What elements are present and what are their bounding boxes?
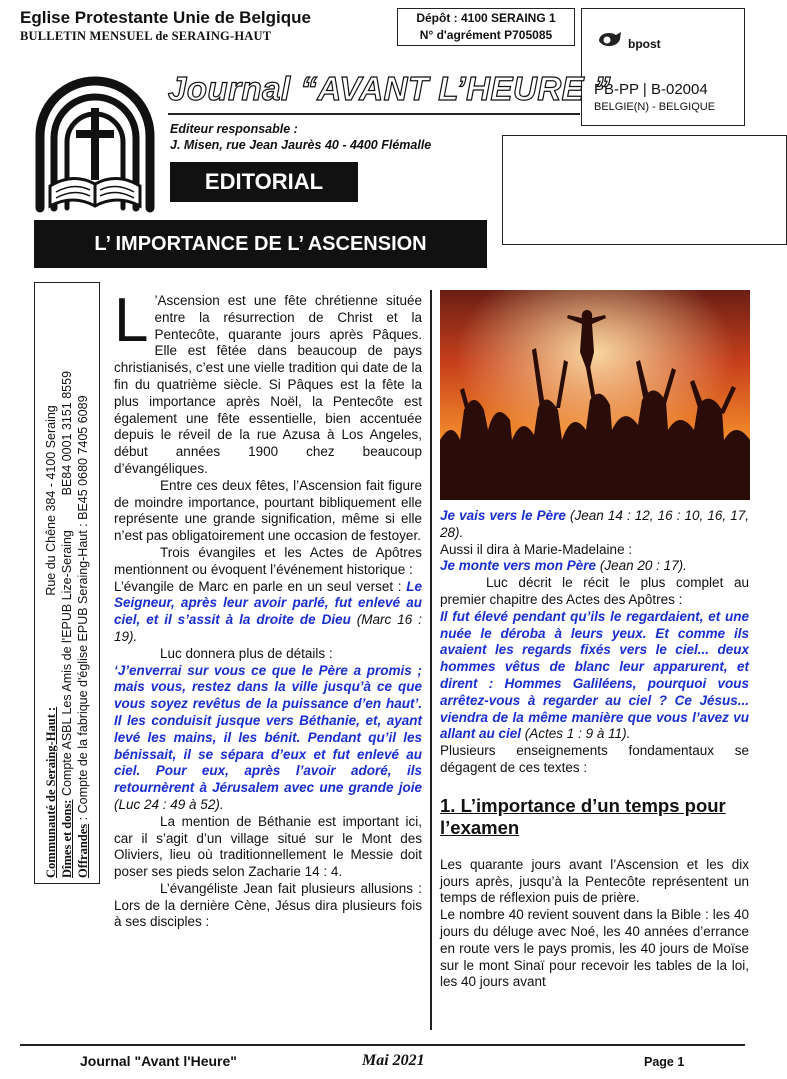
bible-quote: Le Seigneur, après leur avoir parlé, fut enlevé au ciel, et il s’assit à la droite de Dieu bbox=[114, 578, 422, 628]
paragraph bbox=[114, 663, 422, 814]
paragraph bbox=[440, 609, 749, 743]
paragraph bbox=[114, 286, 422, 478]
sidebar-info bbox=[34, 282, 100, 884]
paragraph-text: L’évangile de Marc en parle en un seul verset : bbox=[114, 578, 402, 594]
paragraph: Plusieurs enseignements fondamentaux se dégagent de ces textes : bbox=[440, 743, 749, 775]
paragraph: Luc donnera plus de détails : bbox=[160, 645, 333, 661]
article-column-2 bbox=[440, 508, 749, 991]
section-heading: 1. L’importance d’un temps pour l’examen bbox=[440, 794, 726, 838]
column-divider bbox=[430, 290, 432, 1030]
bpost-horn-icon bbox=[596, 29, 624, 51]
paragraph: Aussi il dira à Marie-Madelaine : bbox=[440, 541, 633, 557]
church-name: Eglise Protestante Unie de Belgique bbox=[20, 8, 311, 27]
sidebar-dons-value: Compte ASBL Les Amis de l'EPUB Lize-Seraing BE84 0001 3151 8559 bbox=[60, 370, 74, 800]
church-logo-icon bbox=[28, 68, 162, 216]
page-number: Page 1 bbox=[644, 1055, 685, 1069]
address-box bbox=[502, 135, 787, 245]
article-column-1 bbox=[114, 286, 422, 931]
bpost-label: bpost bbox=[628, 37, 661, 51]
paragraph: La mention de Béthanie est important ici, car il s’agit d’un village situé sur le Mont des Oliviers, lieu où traditionnellement le Messie doit poser ses pieds selon Zacharie 14 : 4. bbox=[114, 813, 422, 880]
editeur-label: Editeur responsable : bbox=[170, 122, 298, 136]
paragraph: Trois évangiles et les Actes de Apôtres mentionnent ou évoquent l’événement historique : bbox=[114, 544, 422, 577]
drop-cap: L bbox=[114, 286, 149, 355]
footer-date: Mai 2021 bbox=[362, 1052, 425, 1069]
paragraph bbox=[440, 558, 749, 575]
editeur-address: J. Misen, rue Jean Jaurès 40 - 4400 Flémalle bbox=[170, 138, 432, 152]
paragraph: Entre ces deux fêtes, l’Ascension fait figure de moindre importance, pourtant bibliquement elle représente une grande signification, même si elle n’est pas obligatoirement une occasion de festoyer. bbox=[114, 477, 422, 544]
footer-journal-name: Journal "Avant l'Heure" bbox=[80, 1053, 237, 1069]
bible-quote: Je vais vers le Père bbox=[440, 508, 566, 523]
depot-box bbox=[397, 8, 575, 46]
footer-divider bbox=[20, 1044, 745, 1046]
sidebar-offrandes-value: : Compte de la fabrique d'église EPUB Seraing-Haut : BE45 0680 7405 6089 bbox=[76, 395, 90, 824]
bible-quote: ‘J’enverrai sur vous ce que le Père a promis ; mais vous, restez dans la ville jusqu’à ce que vous soyez revêtus de la puissance d’en haut’. Il les conduisit jusque vers Béthanie, et, ayant levé les mains, il les bénit. Pendant qu’il les bénissait, il se sépara d’eux et fut enlevé au ciel. Pour eux, après l’avoir adoré, ils retournèrent à Jérusalem avec une grande joie bbox=[114, 662, 422, 796]
bpost-stamp bbox=[581, 8, 745, 126]
sidebar-dons-label: Dîmes et dons: bbox=[60, 799, 74, 878]
paragraph: Luc décrit le récit le plus complet au premier chapitre des Actes des Apôtres : bbox=[440, 575, 749, 607]
pb-country: BELGIE(N) - BELGIQUE bbox=[594, 101, 716, 113]
editorial-banner: EDITORIAL bbox=[170, 162, 358, 202]
pb-code: PB-PP | B-02004 bbox=[594, 81, 708, 98]
sidebar-text bbox=[43, 288, 91, 878]
sidebar-community-label: Communauté de Seraing-Haut : bbox=[44, 706, 58, 878]
paragraph-text: ’Ascension est une fête chrétienne située entre la résurrection de Christ et la Pentecôte, quarante jours après Pâques. Elle est fêtée dans beaucoup de pays christianisés, c’est une vielle tradition qui date de la fin du quatrième siècle. Si Pâques est la fête la plus importance après Noël, la Pentecôte est également une fête essentielle, bien accentuée depuis le réveil de la rue Azusa à Los Angeles, début années 1900 chez beaucoup d’évangéliques. bbox=[114, 293, 422, 476]
headline-banner: L’ IMPORTANCE DE L’ ASCENSION bbox=[34, 220, 487, 268]
paragraph bbox=[114, 579, 422, 646]
bulletin-subtitle: BULLETIN MENSUEL de SERAING-HAUT bbox=[20, 29, 272, 43]
sidebar-offrandes-label: Offrandes bbox=[76, 823, 90, 878]
sidebar-line-1 bbox=[43, 288, 59, 878]
bible-reference: (Jean 20 : 17). bbox=[596, 558, 687, 574]
paragraph bbox=[440, 508, 749, 542]
sidebar-line-3 bbox=[75, 288, 91, 878]
title-divider bbox=[168, 113, 580, 115]
paragraph: Le nombre 40 revient souvent dans la Bible : les 40 jours du déluge avec Noé, les 40 années d’errance en route vers le pays promis, les 40 jours de Moïse sur le mont Sinaï pour recevoir les tables de la loi, les 40 jours avant bbox=[440, 907, 749, 990]
sidebar-line-2 bbox=[59, 288, 75, 878]
agrement-line: N° d'agrément P705085 bbox=[419, 28, 553, 42]
bible-reference: (Luc 24 : 49 à 52). bbox=[114, 796, 224, 812]
bible-quote: Je monte vers mon Père bbox=[440, 558, 597, 574]
depot-line: Dépôt : 4100 SERAING 1 bbox=[416, 11, 556, 25]
paragraph: Les quarante jours avant l’Ascension et les dix jours après, jusqu’à la Pentecôte représentent un temps de réflexion puis de prière. bbox=[440, 856, 749, 906]
ascension-illustration bbox=[440, 290, 750, 500]
paragraph: L’évangéliste Jean fait plusieurs allusions : Lors de la dernière Cène, Jésus dira plusieurs fois à ses disciples : bbox=[114, 880, 422, 930]
journal-title: Journal “AVANT L’HEURE ” bbox=[168, 70, 611, 107]
bible-reference: (Actes 1 : 9 à 11). bbox=[521, 726, 631, 742]
bible-reference: (Marc 16 : 19). bbox=[114, 612, 422, 644]
bible-quote: Il fut élevé pendant qu’ils le regardaient, et une nuée le déroba à leurs yeux. Et comme ils avaient les regards fixés vers le ciel... deux hommes vêtus de blanc leur apparurent, et dirent : Hommes Galiléens, pourquoi vous arrêtez-vous à regarder au ciel ? Ce Jésus... viendra de la même manière que vous l’avez vu allant au ciel bbox=[440, 608, 749, 742]
bible-reference: (Jean 14 : 12, 16 : 10, 16, 17, 28). bbox=[440, 508, 749, 540]
sidebar-community-address: Rue du Chêne 384 - 4100 Seraing bbox=[44, 405, 58, 596]
